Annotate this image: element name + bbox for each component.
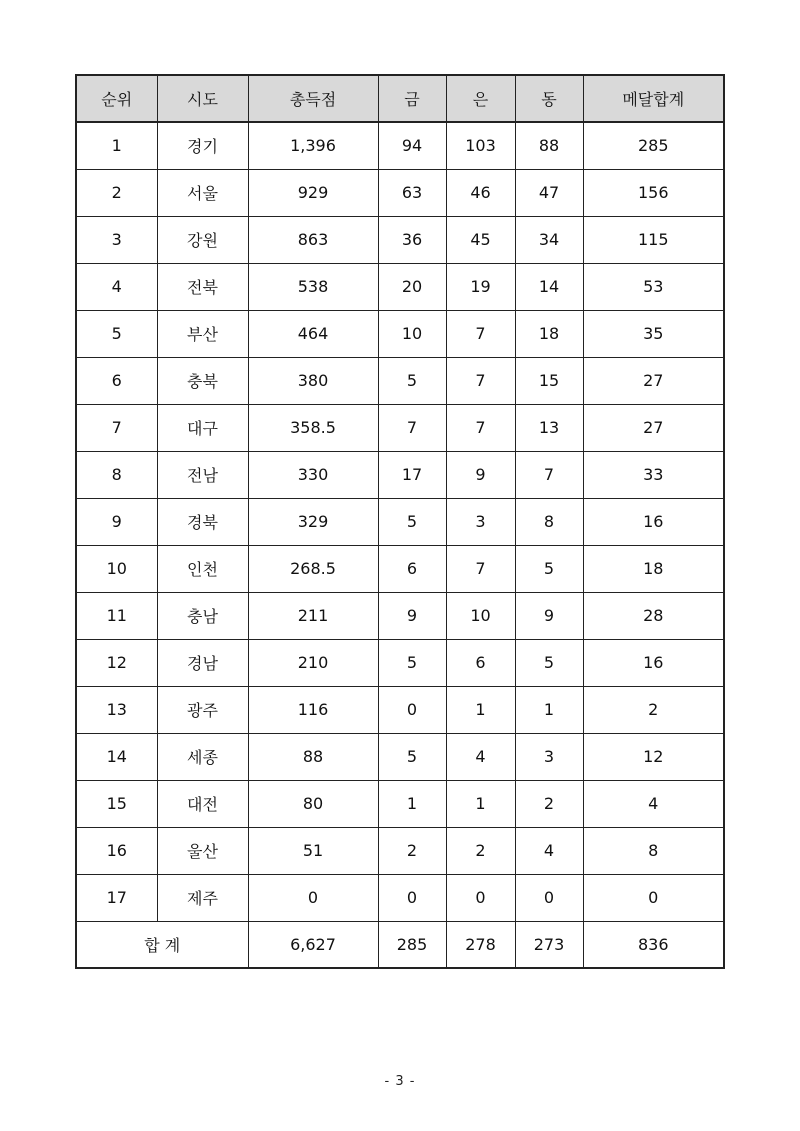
cell-total-score: 51: [248, 827, 378, 874]
cell-gold: 5: [378, 639, 446, 686]
cell-silver: 4: [446, 733, 515, 780]
cell-silver: 10: [446, 592, 515, 639]
cell-region: 서울: [157, 169, 248, 216]
table-row: [76, 263, 724, 310]
table-row: [76, 122, 724, 169]
cell-gold: 5: [378, 733, 446, 780]
total-medals: 836: [583, 921, 724, 968]
cell-rank: 5: [76, 310, 157, 357]
header-region: 시도: [157, 75, 248, 122]
cell-medal-total: 35: [583, 310, 724, 357]
cell-gold: 63: [378, 169, 446, 216]
cell-rank: 7: [76, 404, 157, 451]
cell-silver: 19: [446, 263, 515, 310]
cell-silver: 0: [446, 874, 515, 921]
header-row: [76, 75, 724, 122]
cell-gold: 17: [378, 451, 446, 498]
cell-region: 충남: [157, 592, 248, 639]
cell-rank: 2: [76, 169, 157, 216]
cell-gold: 1: [378, 780, 446, 827]
cell-bronze: 7: [515, 451, 583, 498]
cell-rank: 13: [76, 686, 157, 733]
cell-total-score: 330: [248, 451, 378, 498]
cell-region: 강원: [157, 216, 248, 263]
cell-gold: 6: [378, 545, 446, 592]
cell-total-score: 863: [248, 216, 378, 263]
cell-silver: 7: [446, 545, 515, 592]
table-row: [76, 404, 724, 451]
cell-total-score: 80: [248, 780, 378, 827]
table-row: [76, 357, 724, 404]
cell-bronze: 14: [515, 263, 583, 310]
cell-rank: 4: [76, 263, 157, 310]
cell-silver: 103: [446, 122, 515, 169]
cell-region: 광주: [157, 686, 248, 733]
cell-total-score: 1,396: [248, 122, 378, 169]
cell-bronze: 3: [515, 733, 583, 780]
cell-medal-total: 33: [583, 451, 724, 498]
table-row: [76, 216, 724, 263]
table-row: [76, 451, 724, 498]
cell-gold: 10: [378, 310, 446, 357]
table-row: [76, 780, 724, 827]
cell-gold: 5: [378, 498, 446, 545]
table-body: [76, 122, 724, 921]
cell-gold: 5: [378, 357, 446, 404]
cell-region: 전북: [157, 263, 248, 310]
header-rank: 순위: [76, 75, 157, 122]
cell-medal-total: 18: [583, 545, 724, 592]
cell-bronze: 8: [515, 498, 583, 545]
cell-medal-total: 0: [583, 874, 724, 921]
cell-medal-total: 16: [583, 498, 724, 545]
cell-medal-total: 4: [583, 780, 724, 827]
cell-rank: 3: [76, 216, 157, 263]
page-number: - 3 -: [384, 1074, 416, 1089]
table-row: [76, 498, 724, 545]
cell-rank: 12: [76, 639, 157, 686]
cell-rank: 8: [76, 451, 157, 498]
cell-total-score: 211: [248, 592, 378, 639]
cell-medal-total: 156: [583, 169, 724, 216]
total-gold: 285: [378, 921, 446, 968]
cell-bronze: 5: [515, 545, 583, 592]
cell-region: 경기: [157, 122, 248, 169]
cell-bronze: 1: [515, 686, 583, 733]
cell-silver: 7: [446, 404, 515, 451]
cell-medal-total: 8: [583, 827, 724, 874]
cell-bronze: 15: [515, 357, 583, 404]
cell-medal-total: 16: [583, 639, 724, 686]
cell-rank: 16: [76, 827, 157, 874]
cell-bronze: 5: [515, 639, 583, 686]
header-silver: 은: [446, 75, 515, 122]
cell-region: 세종: [157, 733, 248, 780]
cell-total-score: 358.5: [248, 404, 378, 451]
cell-silver: 2: [446, 827, 515, 874]
medal-standings-table: [75, 74, 725, 969]
cell-region: 경북: [157, 498, 248, 545]
total-silver: 278: [446, 921, 515, 968]
cell-silver: 46: [446, 169, 515, 216]
cell-silver: 7: [446, 310, 515, 357]
cell-medal-total: 285: [583, 122, 724, 169]
cell-bronze: 47: [515, 169, 583, 216]
cell-total-score: 464: [248, 310, 378, 357]
total-bronze: 273: [515, 921, 583, 968]
cell-silver: 1: [446, 780, 515, 827]
cell-total-score: 929: [248, 169, 378, 216]
cell-bronze: 88: [515, 122, 583, 169]
cell-region: 충북: [157, 357, 248, 404]
total-score: 6,627: [248, 921, 378, 968]
cell-region: 대전: [157, 780, 248, 827]
cell-gold: 0: [378, 686, 446, 733]
cell-total-score: 268.5: [248, 545, 378, 592]
cell-region: 부산: [157, 310, 248, 357]
cell-bronze: 0: [515, 874, 583, 921]
cell-medal-total: 12: [583, 733, 724, 780]
cell-medal-total: 27: [583, 404, 724, 451]
cell-region: 울산: [157, 827, 248, 874]
table-row: [76, 827, 724, 874]
cell-rank: 6: [76, 357, 157, 404]
cell-gold: 2: [378, 827, 446, 874]
cell-region: 대구: [157, 404, 248, 451]
header-bronze: 동: [515, 75, 583, 122]
cell-total-score: 538: [248, 263, 378, 310]
table-row: [76, 874, 724, 921]
cell-rank: 17: [76, 874, 157, 921]
cell-bronze: 9: [515, 592, 583, 639]
header-gold: 금: [378, 75, 446, 122]
table-row: [76, 733, 724, 780]
cell-region: 인천: [157, 545, 248, 592]
table-row: [76, 545, 724, 592]
cell-region: 제주: [157, 874, 248, 921]
total-label: 합 계: [76, 921, 248, 968]
cell-silver: 7: [446, 357, 515, 404]
cell-gold: 94: [378, 122, 446, 169]
cell-medal-total: 27: [583, 357, 724, 404]
cell-region: 전남: [157, 451, 248, 498]
cell-gold: 20: [378, 263, 446, 310]
cell-total-score: 210: [248, 639, 378, 686]
cell-silver: 9: [446, 451, 515, 498]
cell-rank: 10: [76, 545, 157, 592]
cell-total-score: 329: [248, 498, 378, 545]
cell-silver: 45: [446, 216, 515, 263]
cell-medal-total: 53: [583, 263, 724, 310]
table-row: [76, 686, 724, 733]
cell-gold: 9: [378, 592, 446, 639]
cell-rank: 14: [76, 733, 157, 780]
table-row: [76, 639, 724, 686]
header-medal-total: 메달합계: [583, 75, 724, 122]
cell-rank: 1: [76, 122, 157, 169]
cell-gold: 36: [378, 216, 446, 263]
cell-total-score: 116: [248, 686, 378, 733]
cell-silver: 6: [446, 639, 515, 686]
cell-silver: 1: [446, 686, 515, 733]
cell-bronze: 18: [515, 310, 583, 357]
cell-total-score: 88: [248, 733, 378, 780]
table-row: [76, 169, 724, 216]
cell-total-score: 0: [248, 874, 378, 921]
cell-total-score: 380: [248, 357, 378, 404]
cell-bronze: 34: [515, 216, 583, 263]
cell-medal-total: 2: [583, 686, 724, 733]
cell-rank: 11: [76, 592, 157, 639]
cell-gold: 0: [378, 874, 446, 921]
table-row: [76, 592, 724, 639]
total-row: [76, 921, 724, 968]
cell-bronze: 13: [515, 404, 583, 451]
cell-bronze: 2: [515, 780, 583, 827]
cell-bronze: 4: [515, 827, 583, 874]
cell-gold: 7: [378, 404, 446, 451]
cell-region: 경남: [157, 639, 248, 686]
cell-rank: 9: [76, 498, 157, 545]
header-total-score: 총득점: [248, 75, 378, 122]
cell-silver: 3: [446, 498, 515, 545]
cell-rank: 15: [76, 780, 157, 827]
cell-medal-total: 28: [583, 592, 724, 639]
cell-medal-total: 115: [583, 216, 724, 263]
table-row: [76, 310, 724, 357]
